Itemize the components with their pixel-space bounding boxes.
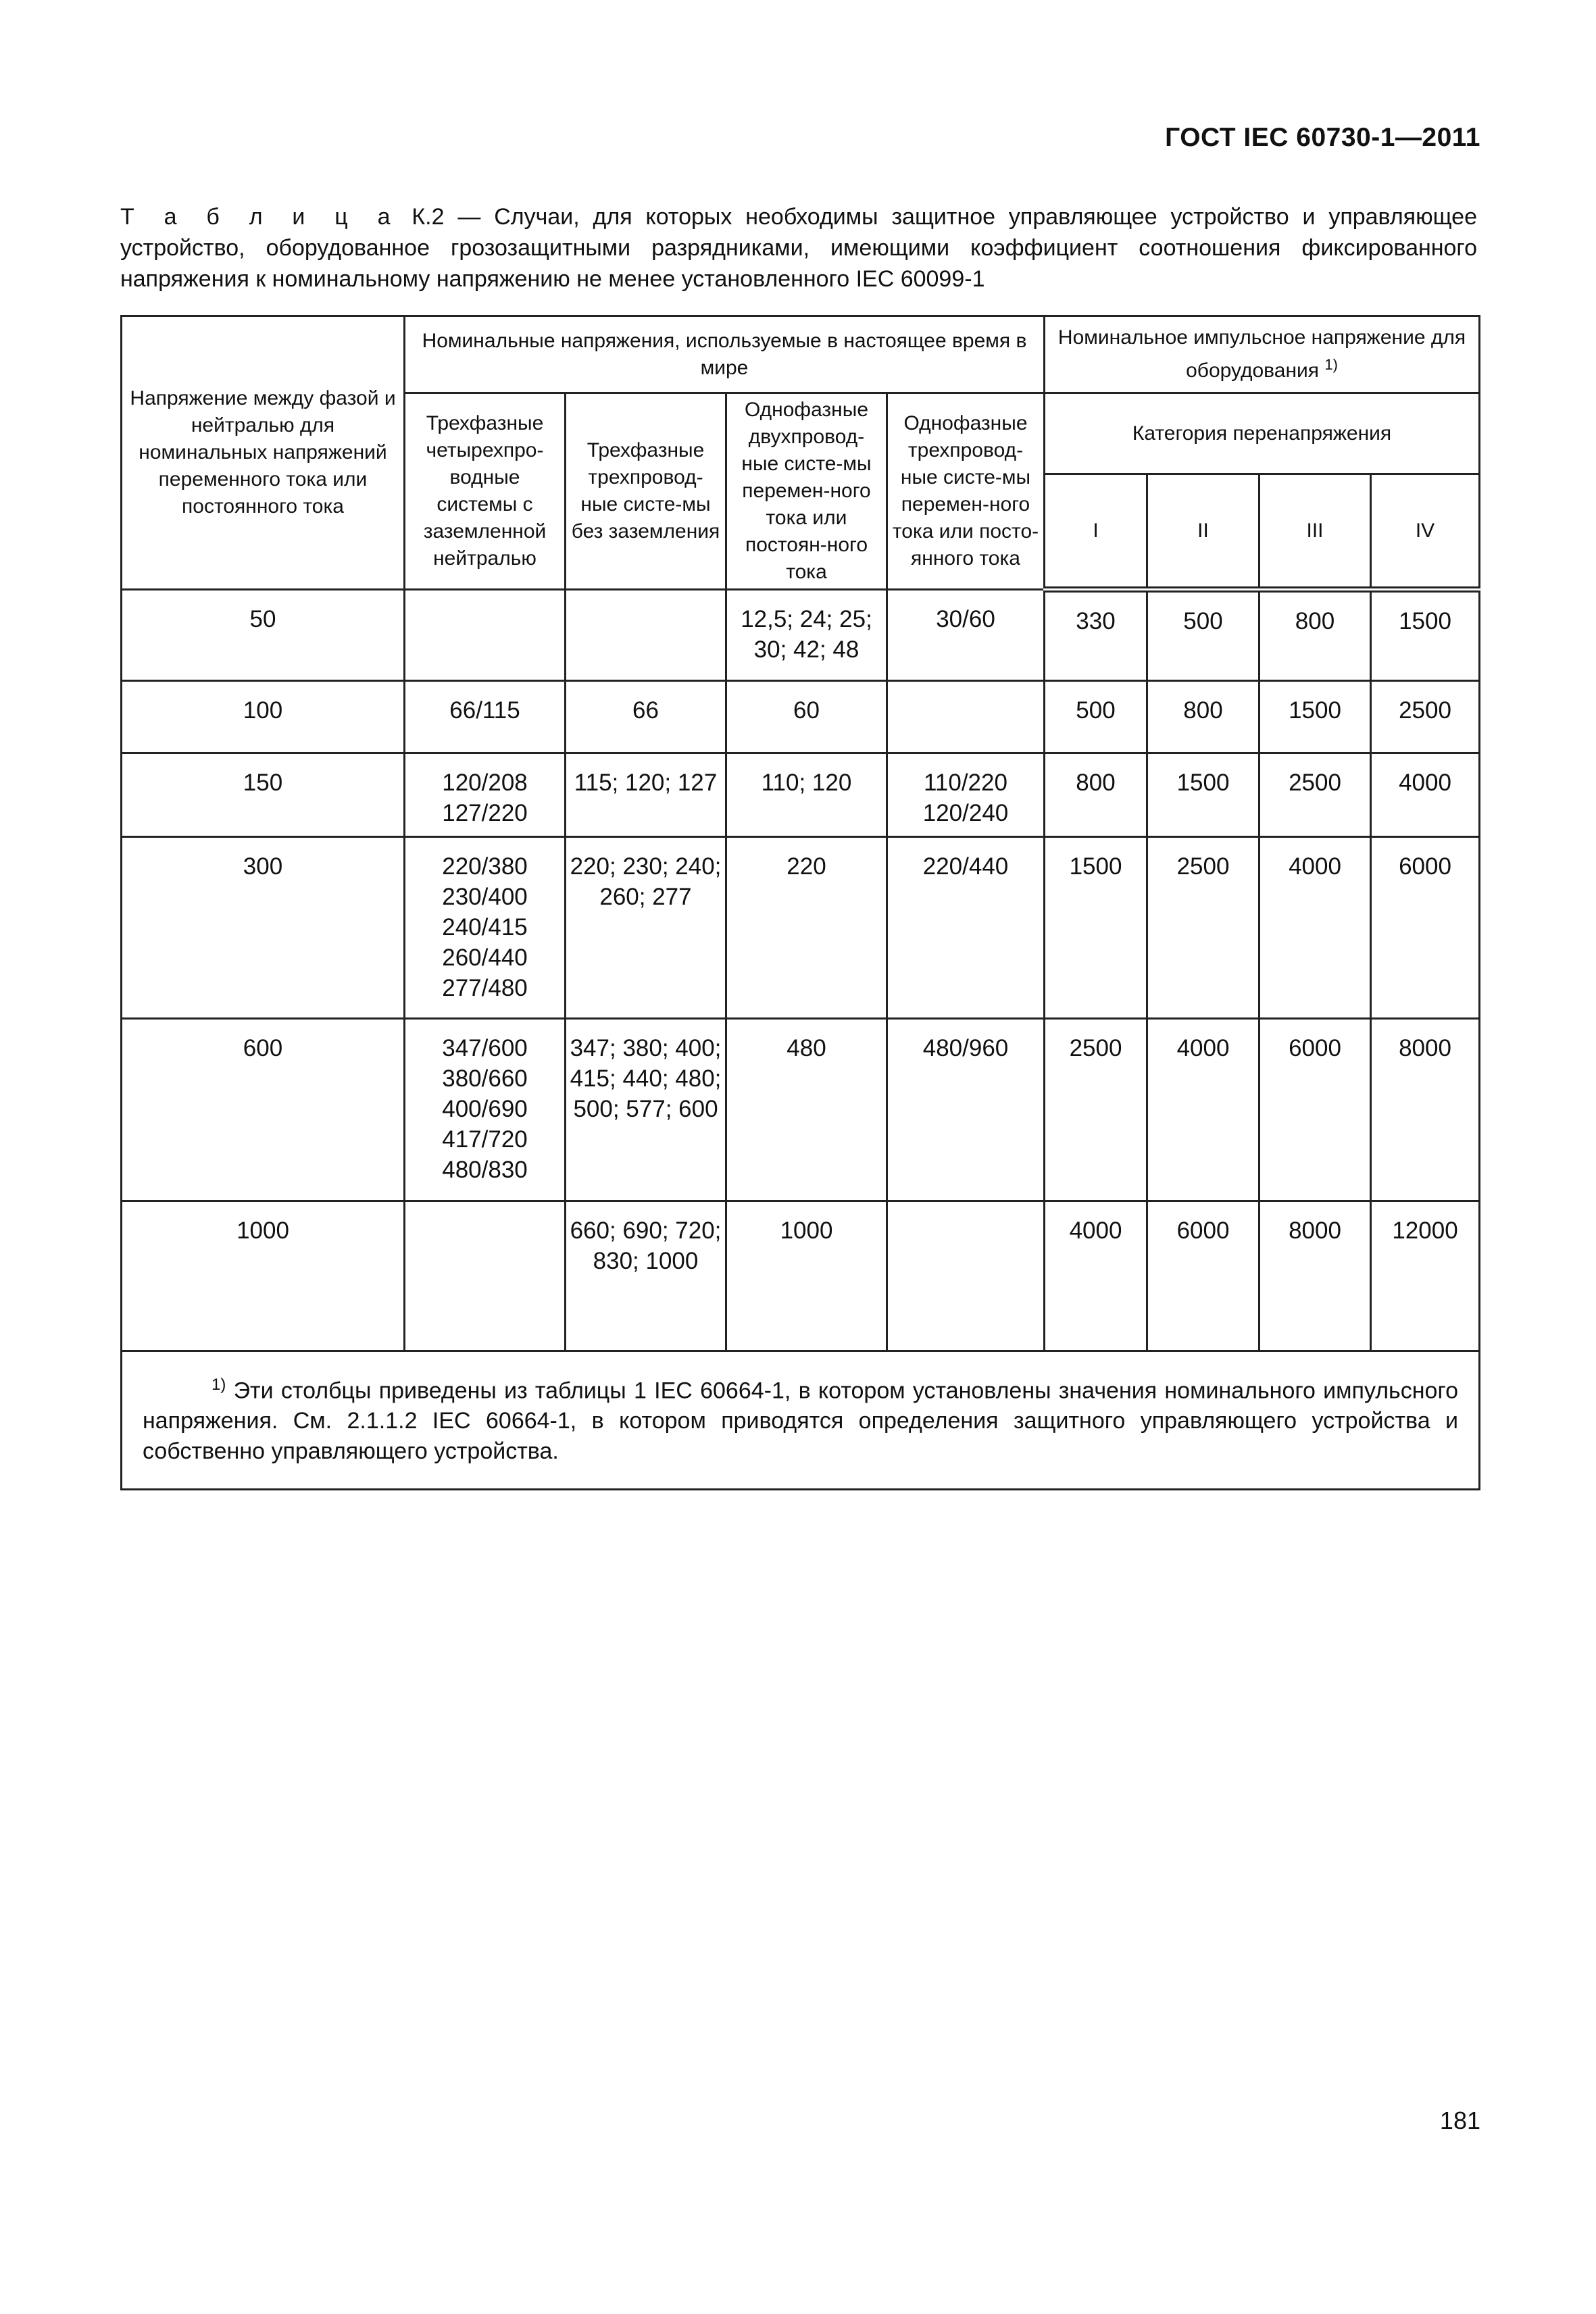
header-impulse-voltage (1045, 316, 1480, 393)
cell-c1: 120/208 127/220 (405, 753, 566, 837)
cell-cat-iv: 12000 (1371, 1201, 1480, 1351)
subheader-single-phase-three-wire: Однофазные трехпровод-ные систе-мы перемен-ного тока или посто-янного тока (887, 393, 1045, 590)
cell-voltage: 300 (122, 837, 405, 1019)
cell-cat-iii: 8000 (1260, 1201, 1371, 1351)
table-row (122, 837, 1480, 1019)
header-phase-voltage: Напряжение между фазой и нейтралью для номинальных напряжений переменного тока или постоянного тока (122, 316, 405, 590)
cell-c4: 480/960 (887, 1019, 1045, 1201)
header-overvoltage-category: Категория перенапряжения (1045, 393, 1480, 474)
cell-c3: 220 (726, 837, 887, 1019)
cell-c1 (405, 590, 566, 681)
cell-c2: 66 (566, 681, 726, 753)
cell-cat-ii: 500 (1147, 590, 1260, 681)
voltage-table (120, 315, 1480, 1490)
cell-cat-i: 500 (1045, 681, 1147, 753)
cell-cat-iii: 2500 (1260, 753, 1371, 837)
cell-c4: 220/440 (887, 837, 1045, 1019)
table-row (122, 753, 1480, 837)
cell-cat-iv: 8000 (1371, 1019, 1480, 1201)
cell-voltage: 150 (122, 753, 405, 837)
table-row (122, 590, 1480, 681)
table-row (122, 1201, 1480, 1351)
cell-c3: 1000 (726, 1201, 887, 1351)
cell-c3: 480 (726, 1019, 887, 1201)
subheader-single-phase-two-wire: Однофазные двухпровод-ные систе-мы перемен-ного тока или постоян-ного тока (726, 393, 887, 590)
cell-c2: 660; 690; 720; 830; 1000 (566, 1201, 726, 1351)
table-row (122, 1019, 1480, 1201)
category-iii: III (1260, 474, 1371, 590)
cell-cat-iii: 4000 (1260, 837, 1371, 1019)
footnote-marker: 1) (211, 1376, 226, 1394)
cell-c1: 66/115 (405, 681, 566, 753)
cell-c4: 30/60 (887, 590, 1045, 681)
cell-cat-ii: 6000 (1147, 1201, 1260, 1351)
table-row (122, 681, 1480, 753)
cell-cat-ii: 1500 (1147, 753, 1260, 837)
cell-cat-iv: 1500 (1371, 590, 1480, 681)
cell-voltage: 1000 (122, 1201, 405, 1351)
cell-c2: 220; 230; 240; 260; 277 (566, 837, 726, 1019)
cell-c2 (566, 590, 726, 681)
cell-c1: 220/380 230/400 240/415 260/440 277/480 (405, 837, 566, 1019)
table-caption (120, 201, 1477, 295)
cell-c4: 110/220 120/240 (887, 753, 1045, 837)
category-i: I (1045, 474, 1147, 590)
cell-c1 (405, 1201, 566, 1351)
cell-cat-ii: 2500 (1147, 837, 1260, 1019)
subheader-three-phase-four-wire: Трехфазные четырехпро-водные системы с заземленной нейтралью (405, 393, 566, 590)
header-nominal-voltages: Номинальные напряжения, используемые в настоящее время в мире (405, 316, 1045, 393)
cell-cat-i: 800 (1045, 753, 1147, 837)
cell-cat-ii: 4000 (1147, 1019, 1260, 1201)
impulse-voltage-label: Номинальное импульсное напряжение для оборудования (1057, 326, 1466, 382)
cell-cat-i: 4000 (1045, 1201, 1147, 1351)
caption-text: К.2 — Случаи, для которых необходимы защитное управляющее устройство и управляющее устройство, оборудованное грозозащитными разрядниками, имеющими коэффициент соотношения фиксированного напряжения к номинальному напряжению не менее установленного IEC 60099-1 (120, 204, 1477, 292)
cell-c4 (887, 1201, 1045, 1351)
cell-c2: 347; 380; 400; 415; 440; 480; 500; 577; 600 (566, 1019, 726, 1201)
cell-cat-iv: 4000 (1371, 753, 1480, 837)
cell-cat-ii: 800 (1147, 681, 1260, 753)
page-number: 181 (1439, 2107, 1480, 2134)
category-iv: IV (1371, 474, 1480, 590)
impulse-voltage-footnote-ref: 1) (1324, 356, 1338, 373)
cell-c3: 12,5; 24; 25; 30; 42; 48 (726, 590, 887, 681)
cell-c4 (887, 681, 1045, 753)
table-footnote (122, 1351, 1480, 1490)
cell-voltage: 100 (122, 681, 405, 753)
cell-cat-i: 330 (1045, 590, 1147, 681)
cell-cat-iii: 1500 (1260, 681, 1371, 753)
cell-voltage: 50 (122, 590, 405, 681)
cell-cat-iii: 6000 (1260, 1019, 1371, 1201)
standard-designation: ГОСТ IEC 60730-1—2011 (1165, 123, 1480, 152)
cell-cat-iv: 6000 (1371, 837, 1480, 1019)
cell-cat-iii: 800 (1260, 590, 1371, 681)
cell-c1: 347/600 380/660 400/690 417/720 480/830 (405, 1019, 566, 1201)
category-ii: II (1147, 474, 1260, 590)
caption-label: Т а б л и ц а (120, 204, 399, 230)
cell-c3: 60 (726, 681, 887, 753)
subheader-three-phase-three-wire: Трехфазные трехпровод-ные систе-мы без заземления (566, 393, 726, 590)
cell-voltage: 600 (122, 1019, 405, 1201)
cell-cat-iv: 2500 (1371, 681, 1480, 753)
footnote-text: Эти столбцы приведены из таблицы 1 IEC 60664-1, в котором установлены значения номинального импульсного напряжения. См. 2.1.1.2 IEC 60664-1, в котором приводятся определения защитного управляющего устройства и собственно управляющего устройства. (143, 1378, 1459, 1465)
cell-cat-i: 1500 (1045, 837, 1147, 1019)
cell-c3: 110; 120 (726, 753, 887, 837)
cell-c2: 115; 120; 127 (566, 753, 726, 837)
cell-cat-i: 2500 (1045, 1019, 1147, 1201)
